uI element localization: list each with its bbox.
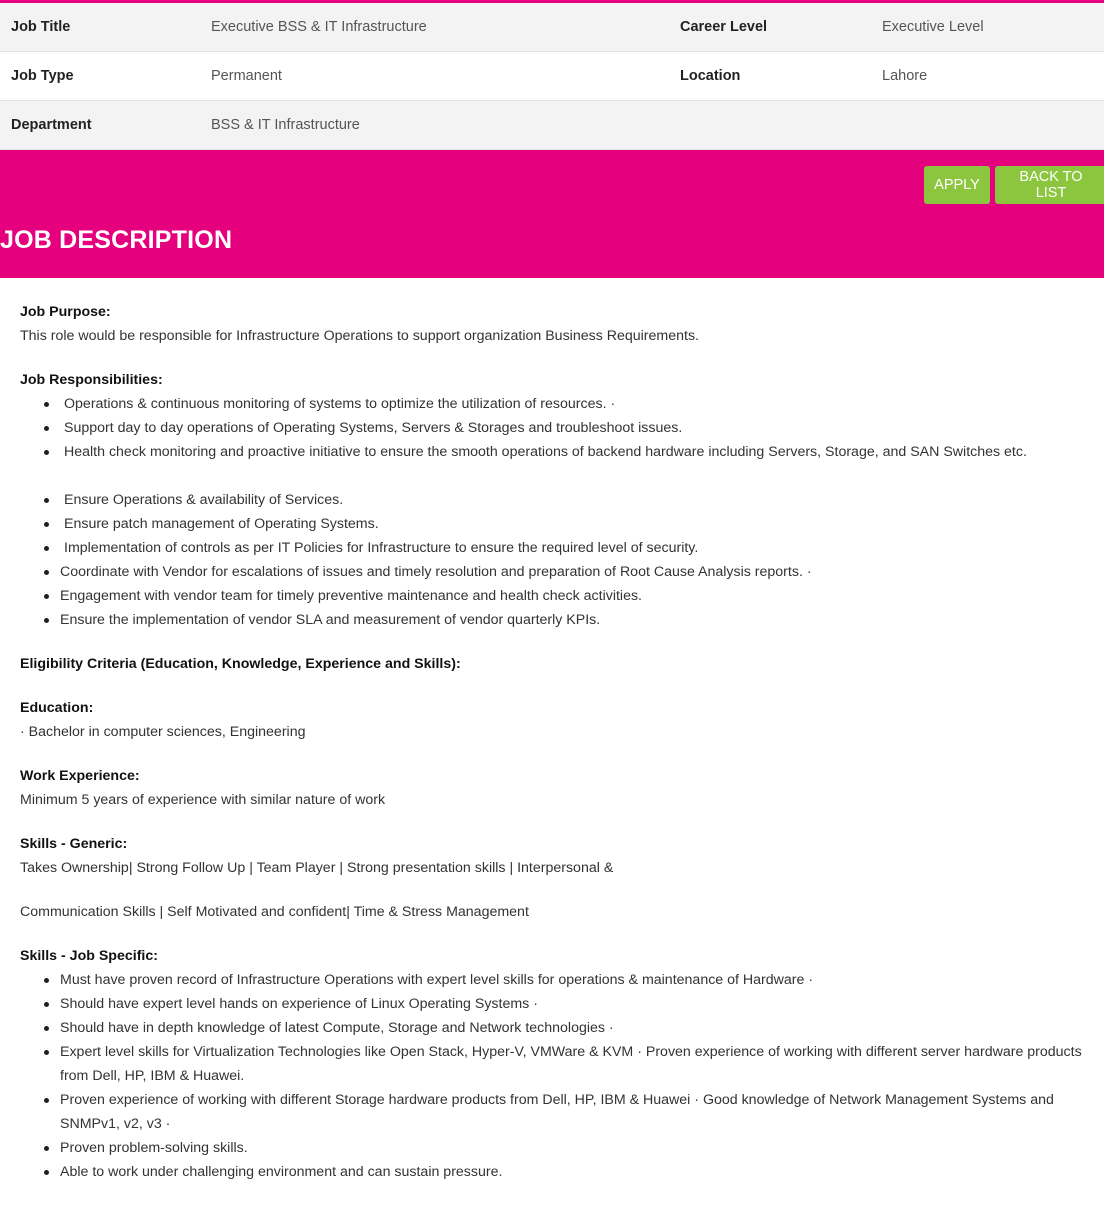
list-item: Expert level skills for Virtualization Technologies like Open Stack, Hyper-V, VMWare & KVM · Proven experience of working with different server hardware products from Dell, HP, IBM & Huawei.: [42, 1040, 1084, 1088]
value-job-title: Executive BSS & IT Infrastructure: [211, 19, 427, 35]
purpose-text: This role would be responsible for Infrastructure Operations to support organization Business Requirements.: [20, 328, 699, 344]
label-job-type: Job Type: [11, 68, 74, 84]
responsibilities-heading: Job Responsibilities:: [20, 372, 163, 388]
info-row-job-type: [0, 52, 1104, 101]
value-career-level: Executive Level: [882, 19, 984, 35]
apply-button[interactable]: APPLY: [924, 166, 990, 204]
list-item: Coordinate with Vendor for escalations of issues and timely resolution and preparation of Root Cause Analysis reports. ·: [42, 560, 1084, 584]
label-job-title: Job Title: [11, 19, 71, 35]
job-info-table: [0, 3, 1104, 150]
experience-text: Minimum 5 years of experience with similar nature of work: [20, 792, 386, 808]
info-row-department: [0, 101, 1104, 150]
label-department: Department: [11, 117, 92, 133]
label-career-level: Career Level: [680, 19, 768, 35]
list-item: Able to work under challenging environment and can sustain pressure.: [42, 1160, 1084, 1184]
spacer: [20, 348, 1084, 368]
spacer: [20, 880, 1084, 900]
responsibilities-list-a: [42, 392, 1084, 464]
specific-skills-list: [42, 968, 1084, 1184]
value-department: BSS & IT Infrastructure: [211, 117, 360, 133]
label-location: Location: [680, 68, 741, 84]
list-item: Operations & continuous monitoring of systems to optimize the utilization of resources. ·: [42, 392, 1084, 416]
value-job-type: Permanent: [211, 68, 282, 84]
spacer: [20, 632, 1084, 652]
list-item: Health check monitoring and proactive initiative to ensure the smooth operations of backend hardware including Servers, Storage, and SAN Switches etc.: [42, 440, 1084, 464]
back-to-list-button[interactable]: BACK TO LIST: [995, 166, 1104, 204]
info-row-job-title: [0, 3, 1104, 52]
spacer: [20, 744, 1084, 764]
job-description-banner: [0, 150, 1104, 278]
education-text: · Bachelor in computer sciences, Engineering: [20, 724, 306, 740]
page-title: JOB DESCRIPTION: [0, 226, 233, 254]
list-item: Proven problem-solving skills.: [42, 1136, 1084, 1160]
list-item: Ensure the implementation of vendor SLA and measurement of vendor quarterly KPIs.: [42, 608, 1084, 632]
education-heading: Education:: [20, 700, 94, 716]
eligibility-heading: Eligibility Criteria (Education, Knowledge, Experience and Skills):: [20, 656, 461, 672]
spacer: [20, 464, 1084, 488]
spacer: [20, 812, 1084, 832]
value-location: Lahore: [882, 68, 928, 84]
generic-skills-text-2: Communication Skills | Self Motivated and confident| Time & Stress Management: [20, 904, 529, 920]
generic-skills-heading: Skills - Generic:: [20, 836, 128, 852]
list-item: Support day to day operations of Operating Systems, Servers & Storages and troubleshoot issues.: [42, 416, 1084, 440]
spacer: [20, 676, 1084, 696]
list-item: Engagement with vendor team for timely preventive maintenance and health check activities.: [42, 584, 1084, 608]
list-item: Proven experience of working with different Storage hardware products from Dell, HP, IBM & Huawei · Good knowledge of Network Management Systems and SNMPv1, v2, v3 ·: [42, 1088, 1084, 1136]
list-item: Should have expert level hands on experience of Linux Operating Systems ·: [42, 992, 1084, 1016]
list-item: Ensure Operations & availability of Services.: [42, 488, 1084, 512]
experience-heading: Work Experience:: [20, 768, 140, 784]
job-description-content: [0, 278, 1104, 1184]
specific-skills-heading: Skills - Job Specific:: [20, 948, 158, 964]
list-item: Must have proven record of Infrastructure Operations with expert level skills for operations & maintenance of Hardware ·: [42, 968, 1084, 992]
responsibilities-list-b: [42, 488, 1084, 560]
list-item: Implementation of controls as per IT Policies for Infrastructure to ensure the required level of security.: [42, 536, 1084, 560]
purpose-heading: Job Purpose:: [20, 304, 111, 320]
list-item: Ensure patch management of Operating Systems.: [42, 512, 1084, 536]
generic-skills-text-1: Takes Ownership| Strong Follow Up | Team Player | Strong presentation skills | Interpersonal &: [20, 860, 614, 876]
spacer: [20, 924, 1084, 944]
responsibilities-list-c: [42, 560, 1084, 632]
list-item: Should have in depth knowledge of latest Compute, Storage and Network technologies ·: [42, 1016, 1084, 1040]
